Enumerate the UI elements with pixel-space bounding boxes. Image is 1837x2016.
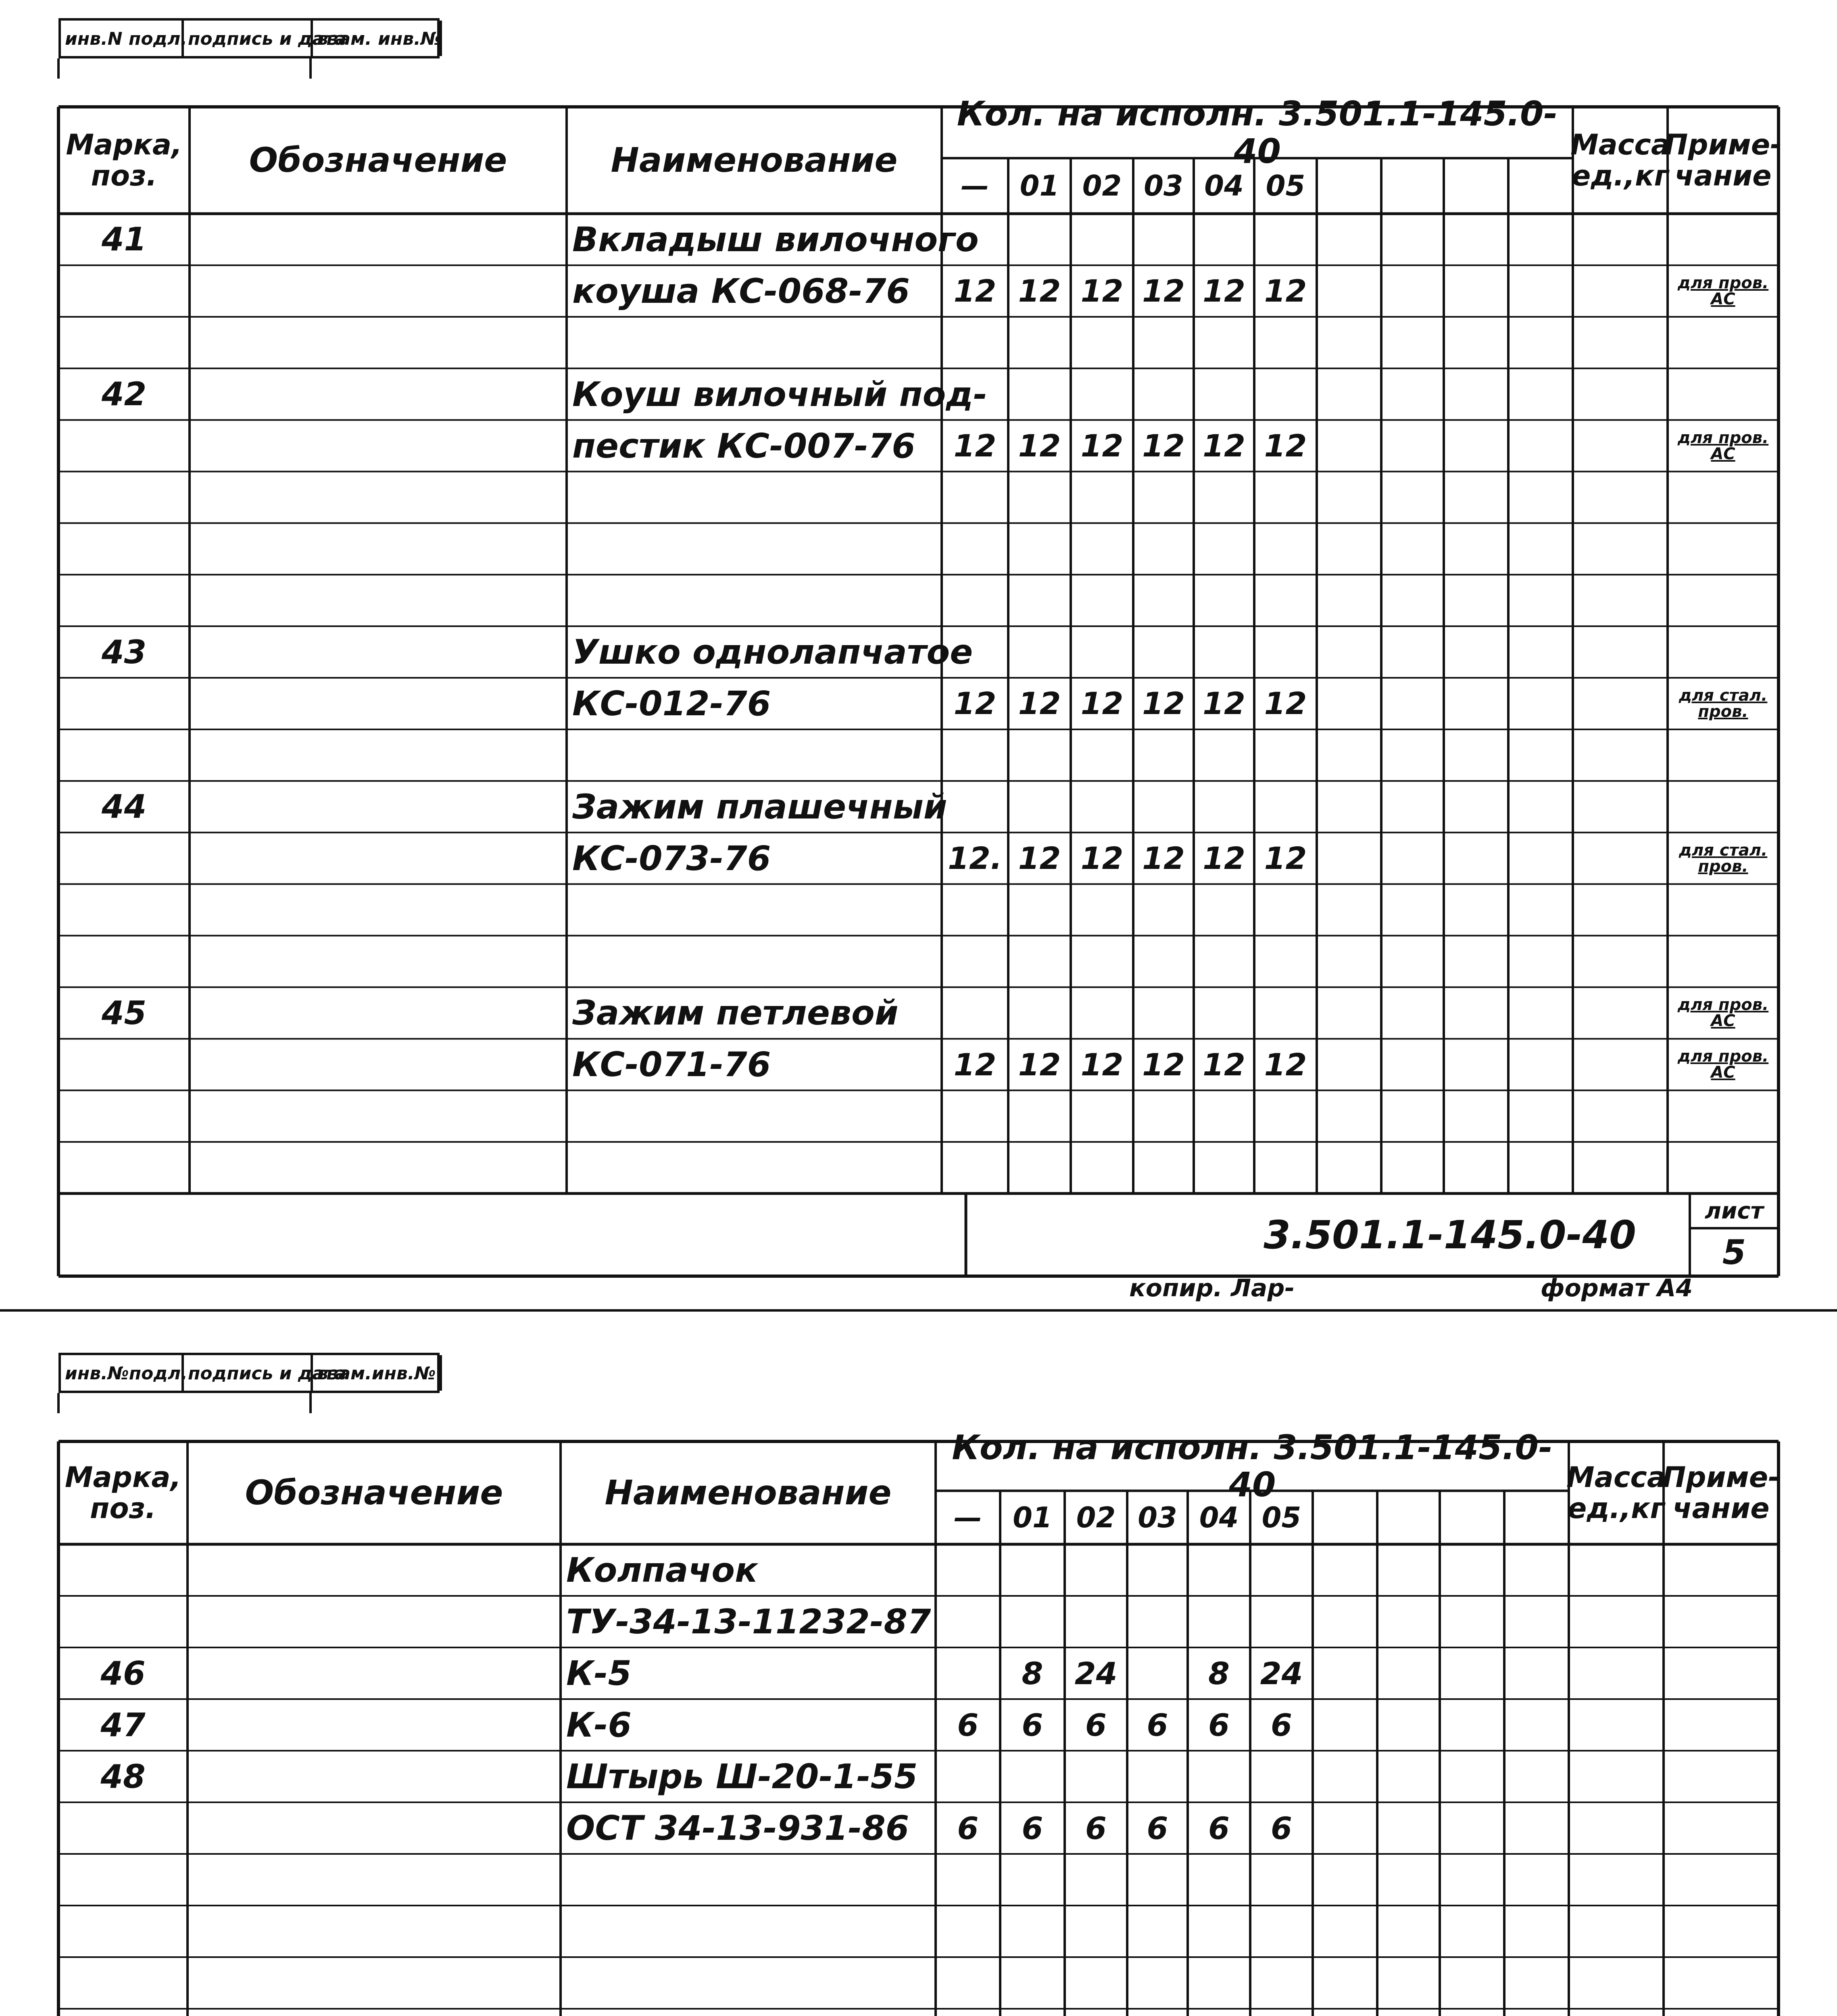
row-qty [1008,471,1071,523]
row-qty: 12 [1142,428,1185,464]
row-mark [58,884,190,936]
row-mark [58,1090,190,1142]
row-mark [58,1544,188,1596]
header-qty-col: 04 [1204,169,1244,203]
row-qty [1008,884,1071,936]
row-qty [1065,1596,1127,1647]
row-qty [1071,626,1133,678]
row-qty [1127,1906,1188,1957]
row-qty [1188,2009,1250,2016]
row-note: для стал. пров. [1679,686,1768,721]
row-qty [1133,317,1194,369]
row-qty [1194,214,1254,265]
row-mark [58,1142,190,1193]
row-qty [1254,369,1317,420]
row-qty [936,1854,1000,1906]
row-qty [1254,729,1317,781]
row-qty [936,1596,1000,1647]
row-qty [1008,575,1071,626]
stamp-cell: инв.N подл. [61,21,184,56]
row-qty [1133,1090,1194,1142]
row-note [1668,884,1779,936]
row-qty [1127,1957,1188,2009]
row-note [1668,471,1779,523]
row-name [567,1090,947,1142]
row-qty: 12 [1018,685,1061,722]
row-qty [942,214,1008,265]
row-qty [1008,523,1071,575]
row-qty: 12 [1264,273,1307,309]
row-qty [936,1957,1000,2009]
row-qty: 24 [1260,1655,1303,1691]
row-qty [1250,1854,1313,1906]
row-mark [58,1039,190,1090]
row-qty: 12 [1142,273,1185,309]
header-designation: Обозначение [245,1473,503,1513]
row-qty [1000,1544,1065,1596]
row-qty [1065,2009,1127,2016]
row-qty: 12 [953,1046,997,1083]
row-qty: 12 [1080,273,1124,309]
header-qty-col: 02 [1082,169,1122,203]
row-qty [1000,1596,1065,1647]
row-qty [1000,1854,1065,1906]
row-qty: 12 [1142,840,1185,877]
row-name: Зажим плашечный [572,787,947,827]
row-qty [1133,575,1194,626]
row-note [1668,626,1779,678]
document-code: 3.501.1-145.0-40 [1264,1212,1636,1258]
row-qty [942,369,1008,420]
row-qty: 6 [1022,1707,1043,1743]
row-mark: 42 [101,375,147,413]
header-note: Приме-чание [1662,1460,1780,1525]
row-qty [1065,1751,1127,1802]
row-note [1664,1957,1779,2009]
row-mark [58,833,190,884]
row-qty: 6 [1147,1810,1168,1846]
row-mark: 48 [100,1758,146,1795]
row-qty: 12 [953,685,997,722]
row-qty [1194,1142,1254,1193]
row-qty: 12 [1018,1046,1061,1083]
row-qty: 12 [1203,840,1245,877]
row-qty [1254,523,1317,575]
row-mark [58,936,190,987]
row-name: Штырь Ш-20-1-55 [566,1757,918,1796]
row-mark [58,678,190,729]
header-qty-col: 03 [1144,169,1183,203]
header-qty-col: 01 [1020,169,1059,203]
row-mark [58,1802,188,1854]
row-qty [936,1751,1000,1802]
row-qty [1254,781,1317,833]
row-qty [1188,1906,1250,1957]
row-qty: 12 [1080,428,1124,464]
row-qty: 12 [1264,685,1307,722]
row-mark: 43 [101,633,147,671]
row-qty [1127,1751,1188,1802]
row-note [1664,1544,1779,1596]
row-name: К-6 [566,1705,632,1745]
header-qty-title: Кол. на исполн. 3.501.1-145.0-40 [957,94,1558,171]
row-qty: 24 [1074,1655,1118,1691]
row-qty [942,729,1008,781]
header-qty-col: 05 [1262,1501,1301,1534]
row-note: для пров. АС [1677,996,1769,1031]
row-name: ОСТ 34-13-931-86 [566,1808,909,1848]
row-qty: 12 [1142,685,1185,722]
row-mark [58,523,190,575]
row-qty [1071,369,1133,420]
row-qty: 12 [1264,840,1307,877]
row-qty: 12 [1203,685,1245,722]
row-qty [1071,936,1133,987]
row-qty [1008,369,1071,420]
row-note [1668,523,1779,575]
row-name [567,729,947,781]
row-qty [1065,1854,1127,1906]
row-qty [1254,626,1317,678]
stamp-cell: взам. инв.№ [313,21,442,56]
stamp-cell: взам.инв.№ [313,1355,442,1391]
row-name [567,575,947,626]
row-qty [1188,1751,1250,1802]
row-qty [1194,471,1254,523]
row-qty: 6 [1208,1810,1230,1846]
row-note [1664,1699,1779,1751]
row-qty: 6 [1022,1810,1043,1846]
row-qty [1133,626,1194,678]
row-qty: 12 [1264,428,1307,464]
row-note: для пров. АС [1677,273,1769,308]
row-mark [58,1854,188,1906]
row-qty [1000,1957,1065,2009]
row-qty [1133,781,1194,833]
row-name: КС-071-76 [572,1045,771,1085]
row-name: Ушко однолапчатое [572,632,973,672]
row-mark [58,317,190,369]
row-qty [1250,1906,1313,1957]
row-name [567,936,947,987]
row-name: ТУ-34-13-11232-87 [566,1602,931,1641]
footer-copied: копир. Лар- [1129,1274,1295,1302]
row-note [1668,317,1779,369]
row-qty [942,575,1008,626]
row-qty: 6 [1085,1707,1107,1743]
header-mark: Марка, поз. [66,128,182,192]
row-qty [1127,1596,1188,1647]
row-qty [1133,987,1194,1039]
header-mark: Марка, поз. [65,1460,181,1525]
row-note [1668,369,1779,420]
row-name [567,523,947,575]
row-qty [1008,936,1071,987]
stamp-cell: инв.№подл. [61,1355,184,1391]
row-qty [1254,575,1317,626]
row-qty [1071,214,1133,265]
row-note [1668,1090,1779,1142]
row-qty [1133,523,1194,575]
row-mark: 45 [101,994,147,1032]
row-mark: 41 [101,221,147,258]
row-qty: 6 [957,1707,979,1743]
row-qty [1065,1544,1127,1596]
row-qty [1133,471,1194,523]
header-qty-col: — [961,169,989,203]
row-qty [1071,471,1133,523]
row-qty [1254,317,1317,369]
header-mass: Масса ед.,кг [1570,128,1670,192]
row-qty [1250,1751,1313,1802]
header-qty-title: Кол. на исполн. 3.501.1-145.0-40 [952,1427,1553,1505]
row-qty [1133,1142,1194,1193]
row-qty [1254,471,1317,523]
row-name [567,471,947,523]
row-name: Зажим петлевой [572,993,899,1033]
row-name [561,2009,941,2016]
row-qty [1071,987,1133,1039]
footer-format: формат А4 [1541,1274,1693,1302]
row-qty [1188,1544,1250,1596]
approval-stamp [58,1353,440,1393]
row-qty: 12 [1203,428,1245,464]
row-qty [1008,317,1071,369]
row-name [561,1854,941,1906]
row-qty: 6 [1271,1810,1292,1846]
header-qty-col: — [954,1501,982,1534]
row-qty: 6 [1147,1707,1168,1743]
row-qty [1127,1647,1188,1699]
header-mass: Масса ед.,кг [1566,1460,1666,1525]
row-note [1664,1802,1779,1854]
row-note [1668,575,1779,626]
row-qty [1000,1751,1065,1802]
row-qty [1071,575,1133,626]
row-mark [58,2009,188,2016]
row-name: Колпачок [566,1550,758,1590]
approval-stamp [58,18,440,58]
row-qty: 6 [1271,1707,1292,1743]
row-name: коуша КС-068-76 [572,271,910,311]
row-mark [58,420,190,472]
row-mark: 44 [101,788,147,826]
row-note [1668,729,1779,781]
row-qty [1008,626,1071,678]
row-name [561,1906,941,1957]
row-qty [1071,781,1133,833]
header-qty-col: 02 [1076,1501,1116,1534]
stamp-cell: подпись и дата [184,1355,313,1391]
row-qty: 12 [1203,1046,1245,1083]
row-mark [58,1596,188,1647]
row-note: для стал. пров. [1679,841,1768,876]
row-qty [942,781,1008,833]
row-note [1664,1596,1779,1647]
row-name: Коуш вилочный под- [572,374,988,414]
row-qty [1194,1090,1254,1142]
header-name: Наименование [611,140,898,180]
header-qty-col: 03 [1138,1501,1177,1534]
row-qty [1254,1142,1317,1193]
row-qty: 12 [1018,428,1061,464]
header-qty-col: 01 [1013,1501,1052,1534]
row-note [1668,214,1779,265]
row-qty [1250,2009,1313,2016]
row-note [1668,1142,1779,1193]
row-note [1664,1751,1779,1802]
row-qty: 8 [1208,1655,1230,1691]
row-qty [1008,214,1071,265]
row-name: К-5 [566,1654,632,1693]
row-name: КС-073-76 [572,838,771,878]
row-qty [942,1142,1008,1193]
header-note: Приме-чание [1664,128,1782,192]
row-note: для пров. АС [1677,1047,1769,1082]
row-qty [936,2009,1000,2016]
row-qty [1250,1596,1313,1647]
row-note [1664,2009,1779,2016]
header-qty-col: 04 [1199,1501,1239,1534]
row-qty: 12 [1018,840,1061,877]
row-qty [1127,2009,1188,2016]
row-note [1664,1647,1779,1699]
row-mark [58,471,190,523]
row-mark [58,729,190,781]
row-name: КС-012-76 [572,683,771,723]
row-qty [942,884,1008,936]
row-mark [58,265,190,317]
row-qty [1188,1854,1250,1906]
row-qty [1250,1957,1313,2009]
row-qty [1133,369,1194,420]
row-qty [1188,1596,1250,1647]
sheet-number: 5 [1722,1232,1746,1272]
row-qty [1250,1544,1313,1596]
row-name [567,884,947,936]
row-qty [1065,1906,1127,1957]
row-note [1664,1854,1779,1906]
row-qty [1133,729,1194,781]
row-qty: 12 [1018,273,1061,309]
row-qty [1194,626,1254,678]
row-qty [1065,1957,1127,2009]
row-qty [1194,781,1254,833]
row-qty: 12 [1080,840,1124,877]
row-note: для пров. АС [1677,428,1769,463]
stamp-cell: подпись и дата [184,21,313,56]
row-qty [1254,987,1317,1039]
row-qty: 12 [953,273,997,309]
row-qty [1254,214,1317,265]
row-qty [1008,729,1071,781]
row-qty [1000,1906,1065,1957]
row-qty [1071,317,1133,369]
row-qty: 12 [1080,685,1124,722]
row-qty [1071,729,1133,781]
header-qty-col: 05 [1266,169,1305,203]
row-qty [942,523,1008,575]
row-name [567,1142,947,1193]
row-qty [1008,987,1071,1039]
row-qty [1133,936,1194,987]
row-qty [1133,214,1194,265]
row-qty [1194,369,1254,420]
row-qty [1127,1854,1188,1906]
row-mark: 46 [100,1654,146,1692]
row-name [561,1957,941,2009]
sheet-label: лист [1705,1198,1764,1224]
row-qty [942,936,1008,987]
row-qty [1188,1957,1250,2009]
row-qty [1008,781,1071,833]
row-qty [1194,523,1254,575]
row-note [1668,936,1779,987]
row-qty [1008,1142,1071,1193]
row-qty [1071,1090,1133,1142]
row-qty: 6 [1085,1810,1107,1846]
row-qty [1008,1090,1071,1142]
row-qty: 8 [1022,1655,1043,1691]
row-qty [936,1906,1000,1957]
row-qty: 12 [1080,1046,1124,1083]
row-qty [942,317,1008,369]
row-qty [942,1090,1008,1142]
row-qty [1194,936,1254,987]
row-qty [1071,884,1133,936]
row-note [1664,1906,1779,1957]
row-qty [942,471,1008,523]
row-qty [1194,729,1254,781]
row-qty [1127,1544,1188,1596]
row-qty [1254,936,1317,987]
row-mark [58,1906,188,1957]
row-qty [936,1544,1000,1596]
row-name: Вкладыш вилочного [572,219,979,259]
row-qty: 12 [1264,1046,1307,1083]
row-qty: 12. [948,840,1002,877]
row-qty: 6 [957,1810,979,1846]
row-qty [942,987,1008,1039]
row-mark [58,1957,188,2009]
header-name: Наименование [605,1473,892,1513]
row-qty [1194,987,1254,1039]
row-qty [1194,317,1254,369]
row-qty [1133,884,1194,936]
row-qty [1194,884,1254,936]
row-qty: 12 [1203,273,1245,309]
row-mark: 47 [100,1706,146,1744]
row-qty [1071,523,1133,575]
row-qty [1000,2009,1065,2016]
row-qty [942,626,1008,678]
row-qty: 6 [1208,1707,1230,1743]
row-note [1668,781,1779,833]
row-qty [1071,1142,1133,1193]
row-name [567,317,947,369]
row-qty [1194,575,1254,626]
row-qty [936,1647,1000,1699]
row-mark [58,575,190,626]
row-qty [1254,1090,1317,1142]
header-designation: Обозначение [249,140,507,180]
row-qty [1254,884,1317,936]
row-name: пестик КС-007-76 [572,426,915,466]
row-qty: 12 [1142,1046,1185,1083]
row-qty: 12 [953,428,997,464]
